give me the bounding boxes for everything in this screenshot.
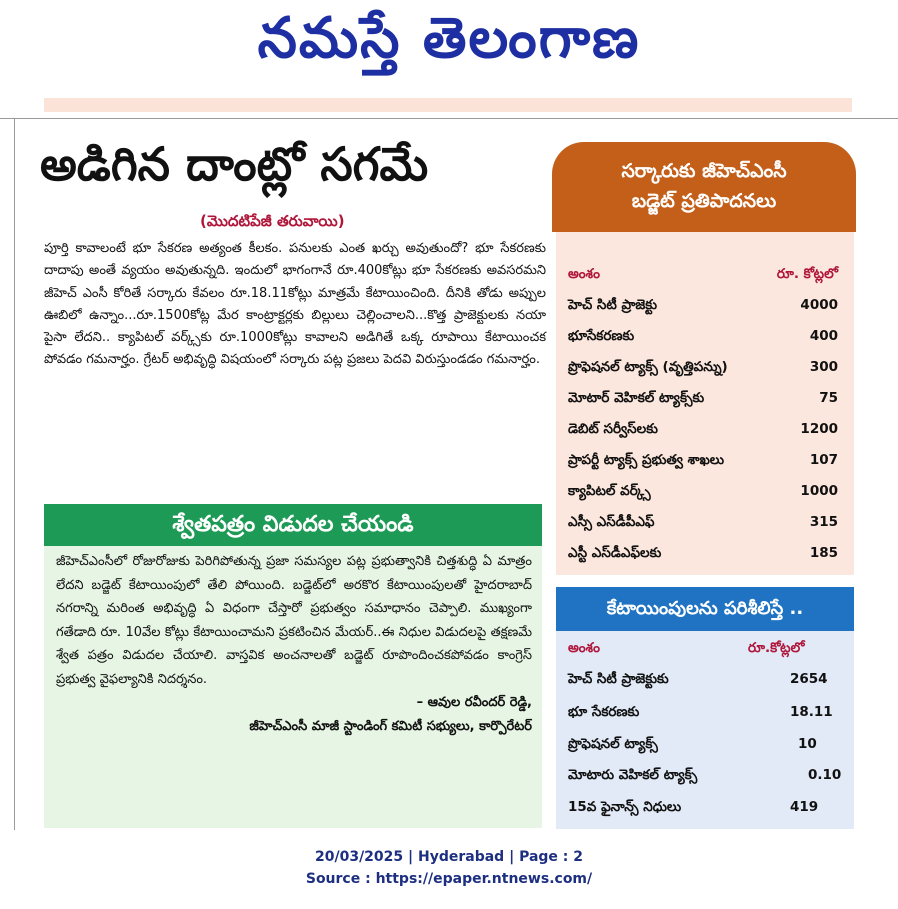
row-item: ప్రాపర్టీ ట్యాక్స్ ప్రభుత్వ శాఖలు xyxy=(568,452,725,468)
row-value: 10 xyxy=(798,736,817,752)
proposals-row xyxy=(568,328,844,352)
divider xyxy=(14,118,15,830)
proposals-row xyxy=(568,390,844,414)
allocations-heading: కేటాయింపులను పరిశీలిస్తే .. xyxy=(556,587,854,631)
proposals-row xyxy=(568,359,844,383)
row-item: మోటార్ వెహికల్ ట్యాక్స్‌కు xyxy=(568,390,705,406)
header-strip xyxy=(44,98,852,112)
row-value: 1200 xyxy=(800,421,838,437)
row-item: ప్రొఫెషనల్ ట్యాక్స్ (వృత్తిపన్ను) xyxy=(568,359,728,375)
column-header-unit: రూ. కోట్లలో xyxy=(776,266,838,282)
allocations-row xyxy=(568,671,844,695)
row-item: హెచ్ సిటీ ప్రాజెక్టుకు xyxy=(568,671,669,687)
column-header-item: అంశం xyxy=(568,266,600,282)
masthead xyxy=(0,0,898,98)
row-value: 400 xyxy=(809,328,838,344)
row-value: 315 xyxy=(809,514,838,530)
proposals-row xyxy=(568,545,844,569)
row-value: 419 xyxy=(790,799,819,815)
row-item: ఎస్సీ ఎస్‌డీపీఎఫ్ xyxy=(568,514,655,530)
author-name: – ఆవుల రవీందర్ రెడ్డి, xyxy=(416,695,532,710)
proposals-row xyxy=(568,421,844,445)
white-paper-heading: శ్వేతపత్రం విడుదల చేయండి xyxy=(44,504,542,546)
row-item: మోటారు వెహికల్ ట్యాక్స్ xyxy=(568,767,698,783)
column-header-unit: రూ.కోట్లలో xyxy=(748,640,805,656)
row-value: 107 xyxy=(809,452,838,468)
author-title: జీహెచ్ఎంసీ మాజీ స్టాండింగ్ కమిటీ సభ్యులు, కార్పొరేటర్ xyxy=(249,718,532,734)
row-item: ఎస్టీ ఎస్‌డీఎఫ్‌లకు xyxy=(568,545,662,561)
article-body: పూర్తి కావాలంటే భూ సేకరణ అత్యంత కీలకం. పనులకు ఎంత ఖర్చు అవుతుందో? భూ సేకరణకు దాదాపు అంతే వ్యయం అవుతున్నది. ఇందులో భాగంగానే రూ.400కోట్లు భూ సేకరణకు అవసరమని జీహెచ్ ఎంసీ కోరితే సర్కారు కేవలం రూ.18.11కోట్లు మాత్రమే కేటాయించింది. దీనికి తోడు అప్పుల ఊబిలో ఉన్నాం...రూ.1500కోట్ల మేర కాంట్రాక్టర్లకు బిల్లులు చెల్లించాలని...కొత్త ప్రాజెక్టులకు నయా పైసా లేదని.. క్యాపిటల్ వర్క్స్‌కు రూ.1000కోట్లు కావాలని అడిగితే ఒక్క రూపాయి కేటాయించక పోవడం గమనార్హం. గ్రేటర్ అభివృద్ధి విషయంలో సర్కారు పట్ల ప్రజలు పెదవి విరుస్తుండడం గమనార్హం. xyxy=(44,241,546,368)
row-item: 15వ ఫైనాన్స్ నిధులు xyxy=(568,799,682,815)
row-item: డెబిట్ సర్వీస్‌లకు xyxy=(568,421,658,437)
row-value: 18.11 xyxy=(790,704,833,720)
allocations-row xyxy=(568,736,844,760)
column-header-item: అంశం xyxy=(568,640,600,656)
row-item: ప్రొఫెషనల్ ట్యాక్స్ xyxy=(568,736,658,752)
row-value: 75 xyxy=(819,390,838,406)
row-item: హెచ్ సిటీ ప్రాజెక్టు xyxy=(568,297,658,313)
proposals-header-row xyxy=(568,266,844,290)
row-value: 4000 xyxy=(800,297,838,313)
proposals-row xyxy=(568,483,844,507)
allocations-header-row xyxy=(568,640,844,664)
newspaper-logo: నమస్తే తెలంగాణ xyxy=(257,6,641,71)
row-value: 0.10 xyxy=(808,767,842,783)
row-value: 185 xyxy=(809,545,838,561)
row-value: 2654 xyxy=(790,671,828,687)
allocations-row xyxy=(568,799,844,823)
allocations-row xyxy=(568,704,844,728)
article-headline: అడిగిన దాంట్లో సగమే xyxy=(40,137,429,191)
allocations-row xyxy=(568,767,844,791)
row-value: 1000 xyxy=(800,483,838,499)
footer-date-line: 20/03/2025 | Hyderabad | Page : 2 xyxy=(314,849,584,865)
page-footer xyxy=(0,846,898,890)
row-item: భూసేకరణకు xyxy=(568,328,635,344)
row-item: క్యాపిటల్ వర్క్స్ xyxy=(568,483,651,499)
white-paper-body xyxy=(56,550,532,738)
proposals-heading xyxy=(552,142,856,232)
continued-label: (మొదటిపేజీ తరువాయి) xyxy=(200,212,345,230)
proposals-title-line1: సర్కారుకు జీహెచ్ఎంసీ xyxy=(621,160,787,182)
proposals-row xyxy=(568,452,844,476)
divider xyxy=(0,118,898,119)
footer-source-line: Source : https://epaper.ntnews.com/ xyxy=(305,871,593,887)
proposals-row xyxy=(568,514,844,538)
proposals-row xyxy=(568,297,844,321)
row-item: భూ సేకరణకు xyxy=(568,704,640,720)
row-value: 300 xyxy=(809,359,838,375)
white-paper-text: జీహెచ్ఎంసీలో రోజురోజుకు పెరిగిపోతున్న ప్రజా సమస్యల పట్ల ప్రభుత్వానికి చిత్తశుద్ధి ఏ మాత్రం లేదని బడ్జెట్ కేటాయింపులో తేలి పోయింది. బడ్జెట్‌లో అరకొర కేటాయింపులతో హైదరాబాద్ నగరాన్ని మరింత అభివృద్ధి ఏ విధంగా చేస్తారో ప్రభుత్వం సమాధానం చెప్పాలి. ముఖ్యంగా గతేడాది రూ. 10వేల కోట్లు కేటాయించామని ప్రకటించిన మేయర్..ఈ నిధుల విడుదలపై తక్షణమే శ్వేత పత్రం విడుదల చేయాలి. వాస్తవిక అంచనాలతో బడ్జెట్ రూపొందించకపోవడం కాంగ్రెస్ ప్రభుత్వ వైఫల్యానికి నిదర్శనం. xyxy=(56,554,532,687)
proposals-title-line2: బడ్జెట్ ప్రతిపాదనలు xyxy=(631,190,777,212)
